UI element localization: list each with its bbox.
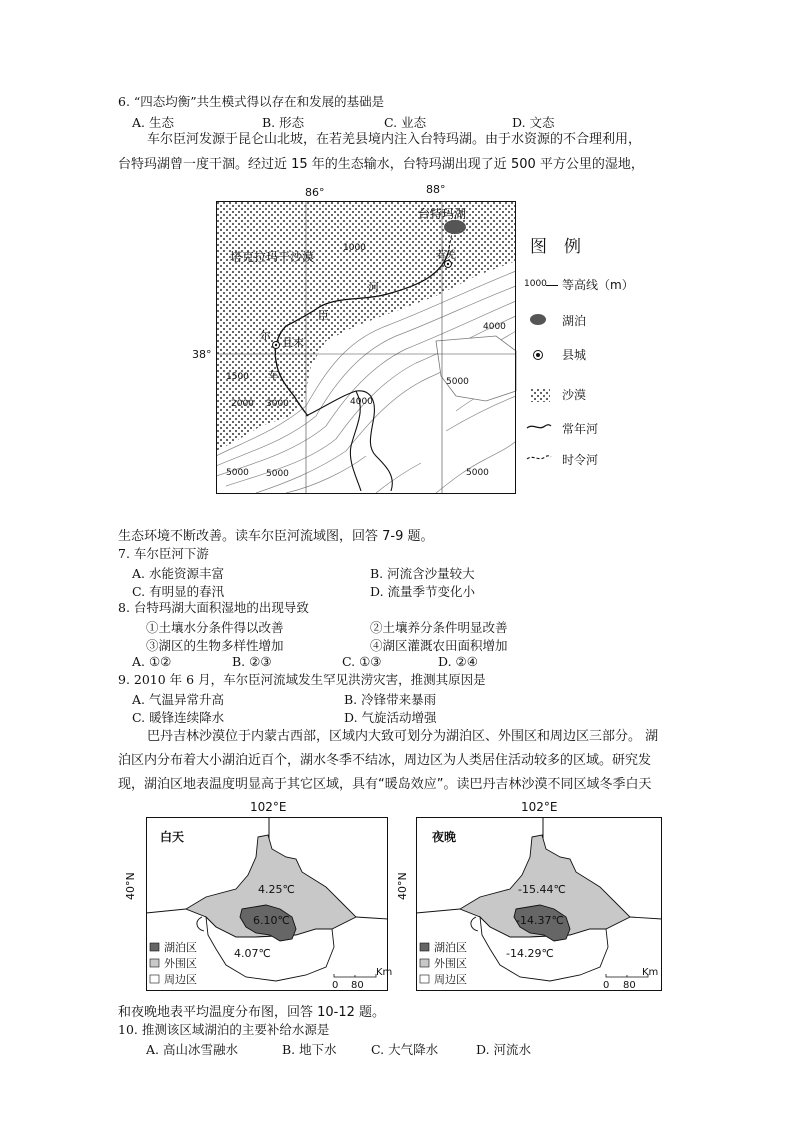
- map1-legend: [524, 232, 634, 477]
- q8-option-d: D. ②④: [438, 654, 478, 669]
- lat-38-label: 38°: [192, 348, 212, 361]
- contour-label: 5000: [266, 469, 289, 479]
- legend-lake-day: 湖泊区: [164, 941, 197, 954]
- scale-unit-night: Km: [642, 967, 659, 978]
- q7-stem: 7. 车尔臣河下游: [118, 546, 209, 561]
- passage2-line3: 现，湖泊区地表温度明显高于其它区域，具有“暖岛效应”。读巴丹吉林沙漠不同区域冬季白天: [118, 777, 652, 792]
- q8-item-2: ②土壤养分条件明显改善: [370, 620, 508, 635]
- q9-option-d: D. 气旋活动增强: [344, 710, 437, 725]
- contour-label: 1500: [226, 372, 249, 382]
- contour-label: 1000: [343, 243, 366, 253]
- periph-temp-night: -14.29℃: [506, 947, 554, 960]
- legend-county-label: 县城: [562, 348, 587, 362]
- q7-option-b: B. 河流含沙量较大: [370, 566, 475, 581]
- scale-tick-80-day: 80: [351, 980, 364, 991]
- q6-option-d: D. 文态: [512, 115, 555, 130]
- periph-temp-day: 4.07℃: [234, 947, 271, 960]
- outer-temp-day: 4.25℃: [258, 883, 295, 896]
- legend-outer-night: 外围区: [434, 957, 467, 970]
- lake-taitema: [444, 220, 466, 234]
- q7-option-c: C. 有明显的春汛: [132, 584, 225, 599]
- q6-option-c: C. 业态: [384, 115, 427, 130]
- passage2-line2: 泊区内分布着大小湖泊近百个，湖水冬季不结冰，周边区为人类居住活动较多的区域。研究发: [118, 753, 652, 768]
- lat-label-day: 40°N: [124, 872, 137, 900]
- passage2-line4: 和夜晚地表平均温度分布图，回答 10-12 题。: [118, 1005, 386, 1020]
- q10-option-d: D. 河流水: [476, 1042, 532, 1057]
- passage1-line3: 生态环境不断改善。读车尔臣河流域图，回答 7-9 题。: [118, 529, 434, 544]
- river-char-he: 河: [368, 281, 379, 294]
- river-char-chen: 臣: [318, 309, 329, 322]
- legend-periph-day: 周边区: [164, 973, 197, 986]
- q9-stem: 9. 2010 年 6 月，车尔臣河流域发生罕见洪涝灾害，推测其原因是: [118, 672, 486, 687]
- q8-option-c: C. ①③: [342, 654, 382, 669]
- outer-temp-night: -15.44℃: [518, 883, 566, 896]
- passage2-line1: 巴丹吉林沙漠位于内蒙古西部，区域内大致可划分为湖泊区、外围区和周边区三部分。 湖: [147, 729, 659, 744]
- panel-label-night: 夜晚: [432, 830, 457, 844]
- legend-periph-night: 周边区: [434, 973, 467, 986]
- contour-label: 4000: [350, 397, 373, 407]
- q6-option-b: B. 形态: [262, 115, 305, 130]
- legend-contour-value: 1000: [524, 279, 547, 289]
- contour-label: 3000: [266, 399, 289, 409]
- seasonal-river-legend-icon: [526, 453, 552, 463]
- legend-seasonal-label: 时令河: [562, 453, 599, 467]
- legend-contour-label: 等高线（m）: [562, 278, 634, 292]
- scale-tick-0-night: 0: [603, 980, 610, 991]
- river-char-er: 尔: [260, 329, 271, 342]
- contour-label: 5000: [446, 377, 469, 387]
- lon-label-day: 102°E: [250, 800, 287, 814]
- q6-stem: 6. “四态均衡”共生模式得以存在和发展的基础是: [118, 94, 385, 109]
- q9-option-a: A. 气温异常升高: [132, 692, 224, 707]
- contour-label: 4000: [483, 322, 506, 332]
- passage1-line2: 台特玛湖曾一度干涸。经过近 15 年的生态输水，台特玛湖出现了近 500 平方公里的湿地，: [118, 157, 644, 172]
- q8-option-a: A. ①②: [132, 654, 172, 669]
- legend-desert-label: 沙漠: [562, 388, 587, 402]
- badain-jaran-day-map: [146, 817, 393, 991]
- scale-tick-0-day: 0: [332, 980, 339, 991]
- qarqan-river-map: [216, 201, 516, 494]
- q8-option-b: B. ②③: [232, 654, 272, 669]
- perennial-river-legend-icon: [526, 422, 552, 432]
- q6-option-a: A. 生态: [132, 115, 174, 130]
- river-char-che: 车: [268, 369, 279, 382]
- contour-label: 5000: [226, 468, 249, 478]
- legend-lake-night: 湖泊区: [434, 941, 467, 954]
- legend-perennial-label: 常年河: [562, 422, 599, 436]
- scale-unit-day: Km: [376, 967, 393, 978]
- ruoqiang-label: 若羌: [436, 250, 456, 261]
- q7-option-d: D. 流量季节变化小: [370, 584, 476, 599]
- legend-title: 图 例: [530, 237, 581, 257]
- q8-item-1: ①土壤水分条件得以改善: [146, 620, 284, 635]
- contour-label: 5000: [466, 468, 489, 478]
- lon-88-label: 88°: [426, 183, 446, 196]
- q9-option-c: C. 暖锋连续降水: [132, 710, 225, 725]
- q9-option-b: B. 冷锋带来暴雨: [344, 692, 437, 707]
- q10-option-c: C. 大气降水: [371, 1042, 439, 1057]
- lon-86-label: 86°: [305, 186, 325, 199]
- panel-label-day: 白天: [160, 830, 185, 844]
- q7-option-a: A. 水能资源丰富: [132, 566, 224, 581]
- lake-temp-night: -14.37℃: [516, 914, 564, 927]
- q8-stem: 8. 台特玛湖大面积湿地的出现导致: [118, 600, 309, 615]
- lon-label-night: 102°E: [521, 800, 558, 814]
- desert-label: 塔克拉玛干沙漠: [230, 250, 315, 264]
- qiemo-label: 且末: [282, 336, 304, 349]
- lake-label: 台特玛湖: [418, 207, 467, 221]
- legend-outer-day: 外围区: [164, 957, 197, 970]
- desert-legend-icon: [530, 388, 550, 402]
- legend-lake-label: 湖泊: [562, 314, 587, 328]
- q10-option-a: A. 高山冰雪融水: [146, 1042, 238, 1057]
- lake-temp-day: 6.10℃: [253, 914, 290, 927]
- q10-option-b: B. 地下水: [282, 1042, 337, 1057]
- q10-stem: 10. 推测该区域湖泊的主要补给水源是: [118, 1022, 330, 1037]
- q8-item-3: ③湖区的生物多样性增加: [146, 638, 284, 653]
- lake-legend-icon: [530, 314, 546, 325]
- scale-tick-80-night: 80: [623, 980, 636, 991]
- contour-label: 2000: [231, 399, 254, 409]
- lat-label-night: 40°N: [396, 872, 409, 900]
- q8-item-4: ④湖区灌溉农田面积增加: [370, 638, 508, 653]
- badain-jaran-night-map: [416, 817, 662, 991]
- passage1-line1: 车尔臣河发源于昆仑山北坡，在若羌县境内注入台特玛湖。由于水资源的不合理利用，: [147, 132, 642, 147]
